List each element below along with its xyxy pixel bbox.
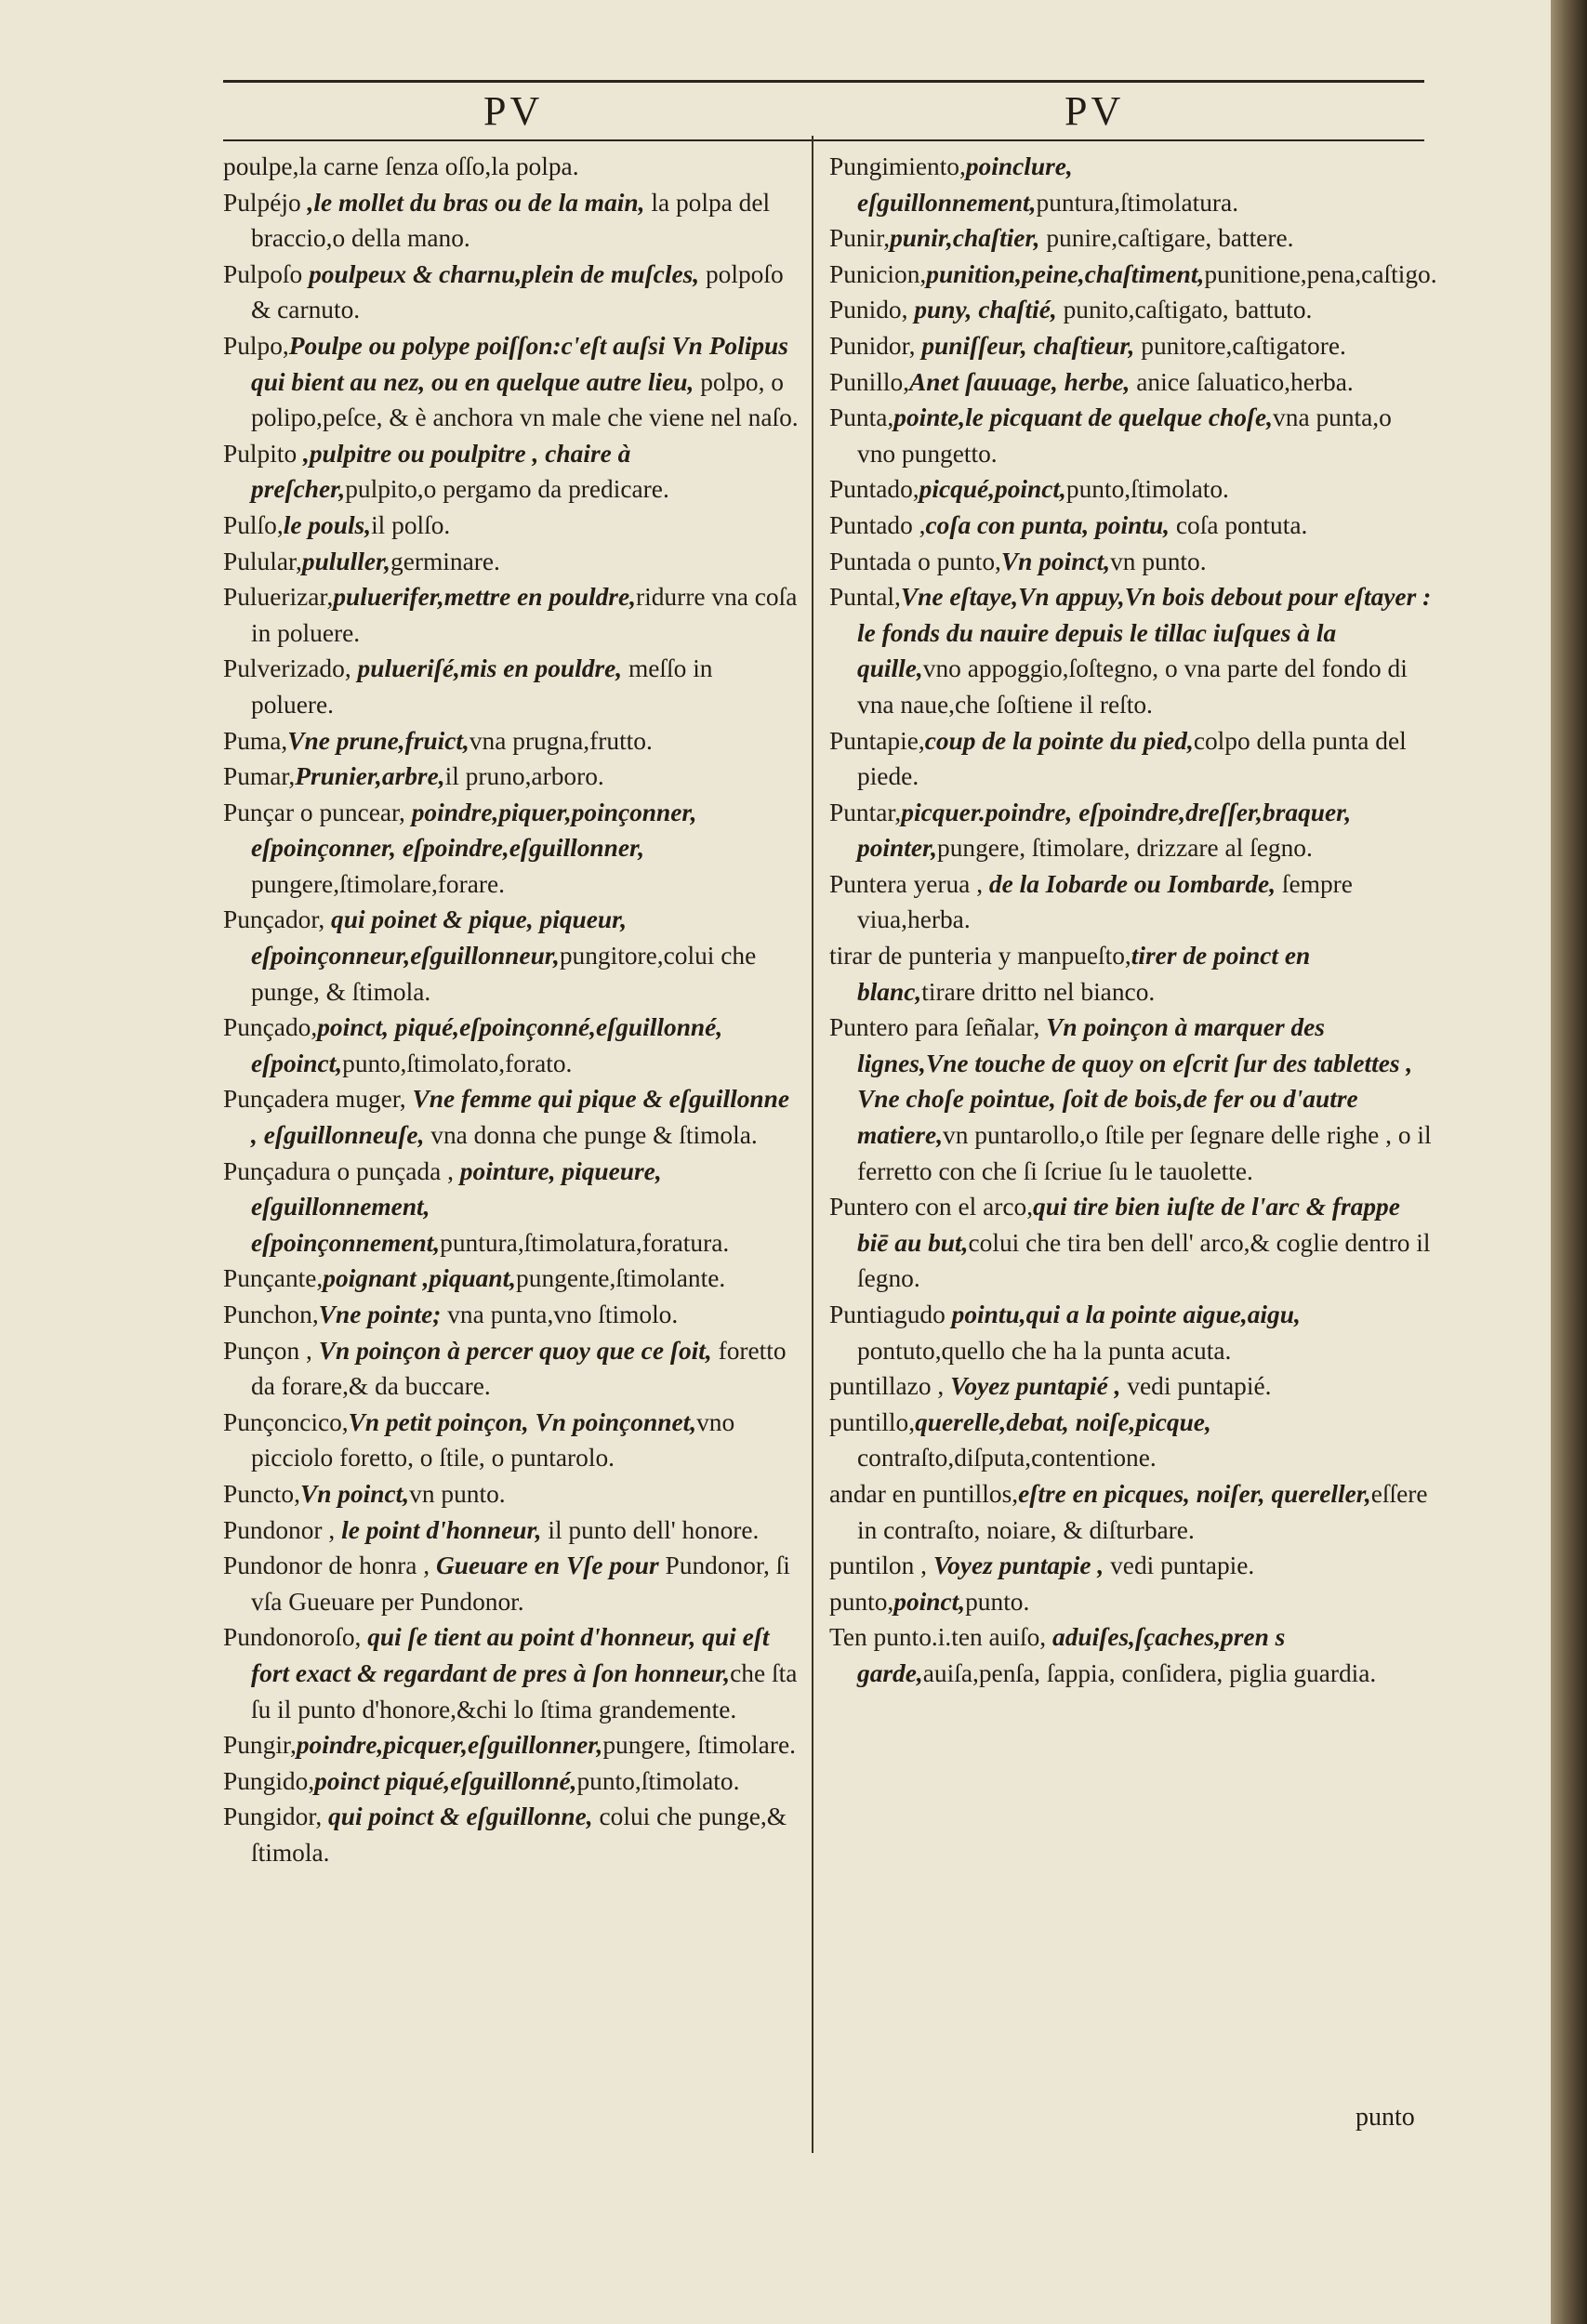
entry-french-gloss: puny, chaſtié, bbox=[907, 296, 1057, 324]
entry-headword: Pungimiento, bbox=[829, 152, 966, 180]
entry-italian-gloss: colui che punge,& ſtimola. bbox=[251, 1802, 787, 1867]
entry-headword: Pulſo, bbox=[223, 510, 284, 539]
dictionary-entry bbox=[829, 866, 1434, 938]
dictionary-entry bbox=[829, 508, 1434, 544]
entry-french-gloss: Vn poinçon à percer quoy que ce ſoit, bbox=[311, 1336, 712, 1365]
catchword: punto bbox=[1356, 2103, 1415, 2132]
entry-italian-gloss: vedi puntapié. bbox=[1120, 1372, 1272, 1401]
dictionary-entry bbox=[829, 328, 1434, 364]
entry-french-gloss: pointu,qui a la pointe aigue,aigu, bbox=[945, 1301, 1301, 1328]
entry-french-gloss: picqué,poinct, bbox=[919, 475, 1066, 504]
entry-italian-gloss: polpoſo & carnuto. bbox=[251, 259, 784, 324]
dictionary-entry bbox=[223, 902, 800, 1010]
entry-french-gloss: pulueriſé,mis en pouldre, bbox=[350, 654, 623, 683]
entry-french-gloss: poulpeux & charnu,plein de muſcles, bbox=[302, 259, 700, 288]
entry-french-gloss: Gueuare en Vſe pour bbox=[430, 1552, 659, 1580]
entry-french-gloss: Vne eſtaye,Vn appuy,Vn bois debout pour eſtayer : le fonds du nauire depuis le tillac iuſques à la quille, bbox=[857, 583, 1432, 683]
dictionary-entry bbox=[223, 1081, 800, 1153]
entry-italian-gloss: pulpito,o pergamo da predicare. bbox=[345, 475, 669, 504]
dictionary-entry bbox=[829, 1405, 1434, 1476]
entry-french-gloss: qui ſe tient au point d'honneur, qui eſt fort exact & regardant de pres à ſon honneur, bbox=[251, 1623, 770, 1687]
dictionary-entry bbox=[829, 579, 1434, 722]
dictionary-entry bbox=[829, 1548, 1434, 1584]
entry-headword: Puntero con el arco, bbox=[829, 1193, 1034, 1221]
entry-french-gloss: querelle,debat, noiſe,picque, bbox=[915, 1407, 1211, 1436]
entry-italian-gloss: vna punta,vno ſtimolo. bbox=[441, 1301, 679, 1328]
entry-headword: Pulpito bbox=[223, 439, 298, 468]
entry-french-gloss: qui poinet & pique, piqueur, eſpoinçonneur,eſguillonneur, bbox=[251, 905, 628, 971]
entry-italian-gloss: polpo, o polipo,peſce, & è anchora vn male che viene nel naſo. bbox=[251, 367, 799, 432]
dictionary-entry bbox=[223, 185, 800, 257]
dictionary-entry bbox=[829, 1368, 1434, 1405]
entry-french-gloss: aduiſes,ſçaches,pren s garde, bbox=[857, 1623, 1286, 1687]
entry-italian-gloss: punire,caſtigare, battere. bbox=[1039, 224, 1294, 253]
entry-italian-gloss: vna punta,o vno pungetto. bbox=[857, 403, 1392, 468]
column-divider bbox=[812, 136, 813, 2153]
entry-headword: Punicion, bbox=[829, 259, 927, 288]
entry-italian-gloss: punto,ſtimolato. bbox=[576, 1766, 740, 1795]
dictionary-entry bbox=[223, 1476, 800, 1512]
entry-headword: andar en puntillos, bbox=[829, 1479, 1019, 1508]
dictionary-entry bbox=[829, 544, 1434, 580]
entry-italian-gloss: Pundonor, ſi vſa Gueuare per Pundonor. bbox=[251, 1552, 790, 1616]
entry-italian-gloss: vna prugna,frutto. bbox=[469, 726, 653, 755]
entry-headword: Pungido, bbox=[223, 1766, 315, 1795]
entry-french-gloss: puluerifer,mettre en pouldre, bbox=[333, 583, 636, 612]
entry-italian-gloss: pungere, ſtimolare, drizzare al ſegno. bbox=[937, 834, 1313, 863]
dictionary-entry bbox=[223, 328, 800, 436]
entry-headword: Punir, bbox=[829, 224, 891, 253]
entry-italian-gloss: il punto dell' honore. bbox=[541, 1515, 760, 1544]
entry-italian-gloss: pungere, ſtimolare. bbox=[602, 1731, 796, 1760]
dictionary-entry bbox=[223, 579, 800, 651]
entry-italian-gloss: contraſto,diſputa,contentione. bbox=[857, 1444, 1157, 1472]
dictionary-entry bbox=[829, 149, 1434, 220]
entry-italian-gloss: tirare dritto nel bianco. bbox=[921, 977, 1156, 1006]
entry-italian-gloss: vno picciolo foretto, o ſtile, o puntarolo. bbox=[251, 1407, 735, 1472]
entry-italian-gloss: foretto da forare,& da buccare. bbox=[251, 1336, 787, 1401]
right-running-head: PV bbox=[1065, 88, 1125, 134]
entry-italian-gloss: ,la carne ſenza oſſo,la polpa. bbox=[292, 152, 579, 180]
entry-headword: poulpe bbox=[223, 152, 293, 180]
entry-french-gloss: de la Iobarde ou Iombarde, bbox=[983, 869, 1276, 898]
entry-italian-gloss: colpo della punta del piede. bbox=[857, 726, 1407, 791]
dictionary-entry bbox=[829, 364, 1434, 401]
entry-italian-gloss: la polpa del braccio,o della mano. bbox=[251, 188, 771, 253]
entry-french-gloss: Voyez puntapié , bbox=[944, 1372, 1121, 1401]
entry-headword: Punçon , bbox=[223, 1336, 312, 1365]
dictionary-entry bbox=[829, 1476, 1434, 1548]
entry-italian-gloss: il pruno,arboro. bbox=[444, 762, 604, 791]
dictionary-entry bbox=[223, 1405, 800, 1476]
dictionary-entry bbox=[223, 1333, 800, 1405]
dictionary-entry bbox=[223, 1297, 800, 1333]
dictionary-entry bbox=[223, 723, 800, 759]
entry-headword: Pundonor de honra , bbox=[223, 1552, 430, 1580]
entry-headword: Punido, bbox=[829, 296, 908, 324]
entry-french-gloss: poinct, bbox=[893, 1587, 966, 1616]
entry-headword: Punçado, bbox=[223, 1013, 318, 1042]
entry-headword: Punçante, bbox=[223, 1264, 324, 1293]
entry-french-gloss: punition,peine,chaſtiment, bbox=[926, 259, 1205, 288]
entry-italian-gloss: puntura,ſtimolatura. bbox=[1036, 188, 1239, 217]
entry-headword: Punçar o puncear, bbox=[223, 798, 405, 826]
entry-headword: Punchon, bbox=[223, 1301, 319, 1328]
entry-french-gloss: le pouls, bbox=[283, 510, 372, 539]
entry-italian-gloss: pungitore,colui che punge, & ſtimola. bbox=[251, 942, 757, 1006]
dictionary-entry bbox=[829, 292, 1434, 328]
dictionary-entry bbox=[829, 1189, 1434, 1297]
entry-headword: Puntado, bbox=[829, 475, 919, 504]
entry-italian-gloss: puntura,ſtimolatura,foratura. bbox=[440, 1228, 730, 1257]
entry-headword: Puntiagudo bbox=[829, 1301, 946, 1328]
entry-italian-gloss: ridurre vna coſa in poluere. bbox=[251, 583, 798, 647]
entry-headword: Pundonor , bbox=[223, 1515, 336, 1544]
entry-headword: Puntado , bbox=[829, 510, 926, 539]
entry-italian-gloss: auiſa,penſa, ſappia, conſidera, piglia guardia. bbox=[922, 1658, 1377, 1687]
entry-headword: Pulular, bbox=[223, 547, 302, 575]
entry-italian-gloss: pungente,ſtimolante. bbox=[516, 1264, 726, 1293]
entry-french-gloss: eſtre en picques, noiſer, quereller, bbox=[1018, 1479, 1371, 1508]
entry-italian-gloss: colui che tira ben dell' arco,& coglie dentro il ſegno. bbox=[857, 1228, 1431, 1293]
entry-headword: Punçoncico, bbox=[223, 1407, 349, 1436]
page-edge-shadow bbox=[1551, 0, 1587, 2324]
dictionary-entry bbox=[829, 1297, 1434, 1368]
entry-italian-gloss: che ſta ſu il punto d'honore,&chi lo ſtima grandemente. bbox=[251, 1658, 798, 1723]
entry-french-gloss: punir,chaſtier, bbox=[890, 224, 1040, 253]
entry-headword: puntilon , bbox=[829, 1552, 928, 1580]
entry-italian-gloss: pungere,ſtimolare,forare. bbox=[251, 869, 506, 898]
entry-headword: tirar de punteria y manpueſto, bbox=[829, 942, 1131, 971]
dictionary-entry bbox=[223, 1619, 800, 1727]
entry-headword: Punidor, bbox=[829, 331, 916, 360]
dictionary-entry bbox=[223, 436, 800, 508]
entry-headword: Pulverizado, bbox=[223, 654, 351, 683]
entry-headword: Punillo, bbox=[829, 367, 909, 396]
left-column bbox=[223, 149, 800, 1871]
entry-headword: Punçador, bbox=[223, 905, 325, 934]
entry-italian-gloss: meſſo in poluere. bbox=[251, 654, 713, 719]
entry-french-gloss: pointe,le picquant de quelque choſe, bbox=[893, 403, 1274, 432]
dictionary-entry bbox=[223, 1154, 800, 1261]
entry-italian-gloss: vn puntarollo,o ſtile per ſegnare delle righe , o il ferretto con che ſi ſcriue ſu le tauolette. bbox=[857, 1121, 1432, 1185]
entry-french-gloss: Voyez puntapie , bbox=[927, 1552, 1104, 1580]
entry-headword: Puntera yerua , bbox=[829, 869, 984, 898]
entry-french-gloss: picquer.poindre, eſpoindre,dreſſer,braquer, pointer, bbox=[857, 798, 1352, 863]
entry-french-gloss: Vn poinçon à marquer des lignes,Vne touche de quoy on eſcrit ſur des tablettes , Vne choſe pointue, ſoit de bois,de fer ou d'autre matiere, bbox=[857, 1013, 1413, 1150]
entry-headword: Pumar, bbox=[223, 762, 296, 791]
entry-headword: Punta, bbox=[829, 403, 894, 432]
header-underline bbox=[223, 139, 1424, 141]
dictionary-entry bbox=[829, 795, 1434, 866]
entry-headword: Puntero para ſeñalar, bbox=[829, 1013, 1040, 1042]
dictionary-entry bbox=[223, 544, 800, 580]
entry-italian-gloss: punitore,caſtigatore. bbox=[1134, 331, 1346, 360]
entry-french-gloss: tirer de poinct en blanc, bbox=[857, 942, 1311, 1006]
entry-french-gloss: Vn poinct, bbox=[299, 1479, 410, 1508]
left-running-head: PV bbox=[483, 88, 544, 134]
entry-french-gloss: poindre,picquer,eſguillonner, bbox=[296, 1731, 603, 1760]
entry-french-gloss: Poulpe ou polype poiſſon:c'eſt auſsi Vn Polipus qui bient au nez, ou en quelque autre lieu, bbox=[251, 331, 788, 396]
entry-french-gloss: Vne pointe; bbox=[318, 1301, 442, 1328]
entry-italian-gloss: vna donna che punge & ſtimola. bbox=[424, 1121, 758, 1150]
entry-french-gloss: poinct, piqué,eſpoinçonné,eſguillonné, eſpoinct, bbox=[251, 1013, 723, 1077]
entry-french-gloss: Anet ſauuage, herbe, bbox=[909, 367, 1131, 396]
dictionary-entry bbox=[223, 795, 800, 903]
entry-french-gloss: poinclure, eſguillonnement, bbox=[857, 152, 1073, 217]
entry-headword: Ten punto.i.ten auiſo, bbox=[829, 1623, 1047, 1652]
entry-italian-gloss: vn punto. bbox=[1110, 547, 1207, 575]
entry-headword: Puntada o punto, bbox=[829, 547, 1001, 575]
entry-headword: Puluerizar, bbox=[223, 583, 334, 612]
entry-headword: Pungidor, bbox=[223, 1802, 323, 1831]
entry-french-gloss: poignant ,piquant, bbox=[323, 1264, 517, 1293]
entry-headword: puntillo, bbox=[829, 1407, 916, 1436]
right-column bbox=[829, 149, 1437, 1692]
entry-headword: Punçadura o punçada , bbox=[223, 1156, 454, 1185]
entry-headword: Puncto, bbox=[223, 1479, 300, 1508]
dictionary-entry bbox=[829, 1619, 1434, 1691]
dictionary-entry bbox=[223, 1548, 800, 1619]
entry-headword: Pungir, bbox=[223, 1731, 297, 1760]
entry-italian-gloss: vno appoggio,ſoſtegno, o vna parte del fondo di vna naue,che ſoſtiene il reſto. bbox=[857, 654, 1408, 719]
dictionary-entry bbox=[829, 723, 1434, 795]
dictionary-entry bbox=[223, 1763, 800, 1800]
entry-italian-gloss: germinare. bbox=[390, 547, 500, 575]
entry-french-gloss: Vn petit poinçon, Vn poinçonnet, bbox=[348, 1407, 697, 1436]
entry-french-gloss: qui tire bien iuſte de l'arc & frappe biē au but, bbox=[857, 1193, 1400, 1257]
entry-italian-gloss: punitione,pena,caſtigo. bbox=[1204, 259, 1437, 288]
entry-italian-gloss: ſempre viua,herba. bbox=[857, 869, 1353, 934]
entry-french-gloss: Vne femme qui pique & eſguillonne , eſguillonneuſe, bbox=[251, 1085, 790, 1150]
entry-french-gloss: poinct piqué,eſguillonné, bbox=[314, 1766, 577, 1795]
dictionary-entry bbox=[829, 471, 1434, 508]
entry-headword: punto, bbox=[829, 1587, 894, 1616]
dictionary-entry bbox=[223, 1010, 800, 1081]
entry-italian-gloss: punto. bbox=[965, 1587, 1030, 1616]
dictionary-entry bbox=[223, 508, 800, 544]
dictionary-entry bbox=[223, 1727, 800, 1763]
dictionary-entry bbox=[829, 220, 1434, 257]
dictionary-entry bbox=[829, 1010, 1434, 1189]
dictionary-entry bbox=[223, 1261, 800, 1297]
entry-headword: Pulpéjo bbox=[223, 188, 301, 217]
entry-italian-gloss: pontuto,quello che ha la punta acuta. bbox=[857, 1336, 1232, 1365]
entry-french-gloss: le point d'honneur, bbox=[335, 1515, 542, 1544]
dictionary-entry bbox=[829, 400, 1434, 471]
entry-french-gloss: poindre,piquer,poinçonner, eſpoinçonner, eſpoindre,eſguillonner, bbox=[251, 798, 697, 863]
entry-headword: Puntal, bbox=[829, 583, 901, 612]
entry-headword: Punçadera muger, bbox=[223, 1085, 406, 1114]
entry-headword: Pulpo, bbox=[223, 331, 289, 360]
entry-headword: Puntar, bbox=[829, 798, 902, 826]
entry-italian-gloss: il polſo. bbox=[371, 510, 451, 539]
entry-french-gloss: pointure, piqueure, eſguillonnement, eſpoinçonnement, bbox=[251, 1156, 662, 1257]
entry-french-gloss: coſa con punta, pointu, bbox=[925, 510, 1170, 539]
dictionary-entry bbox=[223, 1512, 800, 1549]
entry-italian-gloss: punito,caſtigato, battuto. bbox=[1056, 296, 1313, 324]
dictionary-entry bbox=[223, 149, 800, 185]
entry-italian-gloss: punto,ſtimolato. bbox=[1065, 475, 1229, 504]
entry-french-gloss: qui poinct & eſguillonne, bbox=[322, 1802, 593, 1831]
entry-headword: Pundonoroſo, bbox=[223, 1623, 362, 1652]
entry-french-gloss: pululler, bbox=[301, 547, 391, 575]
header-rule bbox=[223, 80, 1424, 83]
entry-french-gloss: Vne prune,fruict, bbox=[287, 726, 469, 755]
dictionary-entry bbox=[829, 257, 1437, 293]
entry-italian-gloss: coſa pontuta. bbox=[1170, 510, 1308, 539]
dictionary-entry bbox=[223, 257, 800, 328]
entry-italian-gloss: anice ſaluatico,herba. bbox=[1130, 367, 1354, 396]
entry-french-gloss: ,le mollet du bras ou de la main, bbox=[300, 188, 645, 217]
entry-italian-gloss: eſſere in contraſto, noiare, & diſturbare. bbox=[857, 1479, 1428, 1544]
entry-headword: puntillazo , bbox=[829, 1372, 945, 1401]
dictionary-entry bbox=[829, 938, 1434, 1010]
dictionary-entry bbox=[223, 759, 800, 795]
dictionary-entry bbox=[829, 1584, 1434, 1620]
entry-italian-gloss: vedi puntapie. bbox=[1104, 1552, 1255, 1580]
entry-french-gloss: ,pulpitre ou poulpitre , chaire à preſcher, bbox=[251, 439, 631, 504]
entry-headword: Pulpoſo bbox=[223, 259, 303, 288]
entry-french-gloss: puniſſeur, chaſtieur, bbox=[915, 331, 1135, 360]
entry-headword: Puntapie, bbox=[829, 726, 925, 755]
entry-italian-gloss: punto,ſtimolato,forato. bbox=[342, 1049, 573, 1077]
dictionary-entry bbox=[223, 1799, 800, 1870]
entry-french-gloss: Vn poinct, bbox=[1000, 547, 1111, 575]
dictionary-entry bbox=[223, 651, 800, 722]
entry-italian-gloss: vn punto. bbox=[409, 1479, 506, 1508]
entry-french-gloss: coup de la pointe du pied, bbox=[924, 726, 1194, 755]
entry-headword: Puma, bbox=[223, 726, 288, 755]
entry-french-gloss: Prunier,arbre, bbox=[295, 762, 445, 791]
